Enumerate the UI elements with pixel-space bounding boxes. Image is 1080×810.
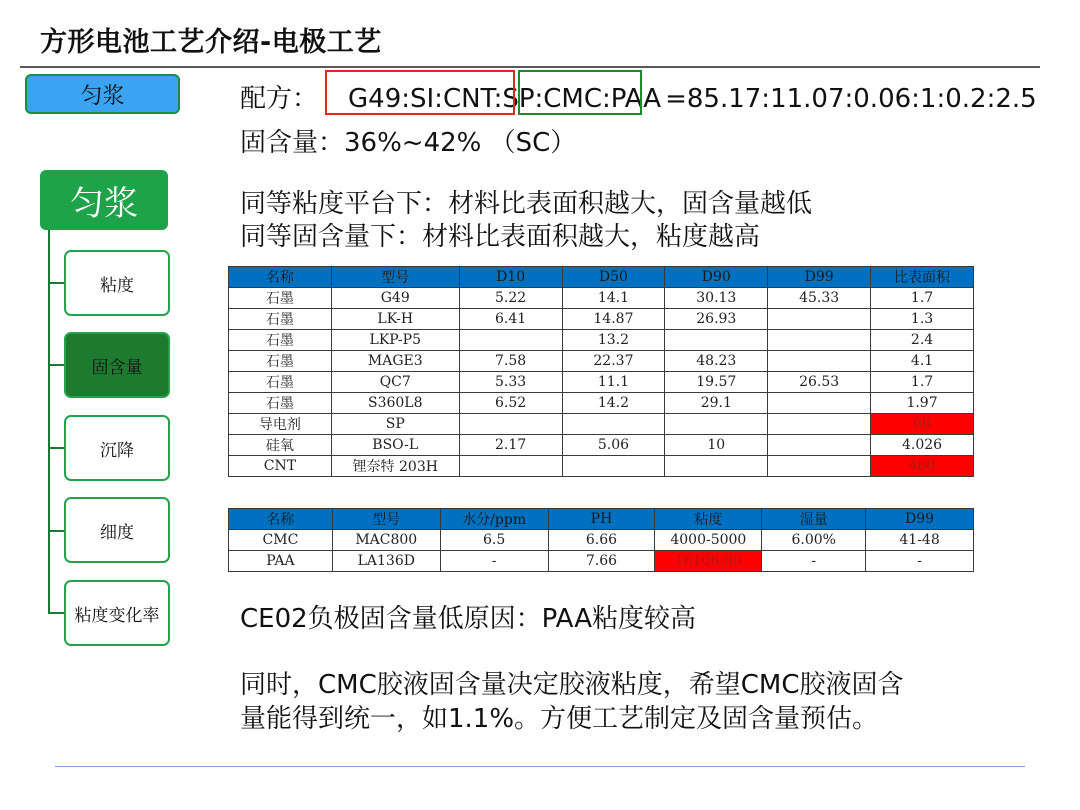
formula-separator: :	[534, 84, 544, 114]
table-cell: 48.23	[665, 351, 768, 372]
binder-table	[228, 508, 974, 572]
table-cell	[459, 414, 562, 435]
table-row	[229, 435, 974, 456]
tree-tick	[48, 612, 64, 614]
table-cell	[768, 309, 871, 330]
table-row	[229, 414, 974, 435]
title-divider	[20, 66, 1040, 68]
table-cell: QC7	[331, 372, 459, 393]
column-header: D99	[768, 267, 871, 288]
node-settling[interactable]	[64, 415, 170, 481]
table-cell: -	[762, 551, 866, 572]
table-cell	[768, 393, 871, 414]
formula-binders: CMC:PAA	[543, 84, 662, 114]
table-cell	[665, 330, 768, 351]
table-cell: 6.66	[548, 530, 655, 551]
table-cell: 5.22	[459, 288, 562, 309]
table-cell: CNT	[229, 456, 332, 477]
column-header: D50	[562, 267, 665, 288]
table-cell: 14.2	[562, 393, 665, 414]
table-header-row	[229, 267, 974, 288]
note-line: 同等粘度平台下：材料比表面积越大，固含量越低	[240, 189, 813, 219]
node-fineness[interactable]	[64, 497, 170, 563]
remark-line: 量能得到统一，如1.1%。方便工艺制定及固含量预估。	[240, 704, 879, 734]
table-cell: 石墨	[229, 351, 332, 372]
column-header: D90	[665, 267, 768, 288]
table-cell: CMC	[229, 530, 333, 551]
formula-active-materials: G49:SI:CNT:SP	[348, 84, 535, 114]
tree-tick	[48, 282, 64, 284]
table-cell: 45.33	[768, 288, 871, 309]
table-cell: 7.66	[548, 551, 655, 572]
table-cell: 4.026	[871, 435, 974, 456]
table-cell: 19.57	[665, 372, 768, 393]
table-cell: 6.41	[459, 309, 562, 330]
table-cell: PAA	[229, 551, 333, 572]
table-cell: 26.93	[665, 309, 768, 330]
table-cell: 1.7	[871, 372, 974, 393]
table-row	[229, 551, 974, 572]
tree-tick	[48, 447, 64, 449]
table-cell: 6.52	[459, 393, 562, 414]
table-cell: 锂奈特 203H	[331, 456, 459, 477]
table-cell: 26.53	[768, 372, 871, 393]
table-cell: 石墨	[229, 372, 332, 393]
table-header-row	[229, 509, 974, 530]
table-cell	[768, 414, 871, 435]
table-cell: 29.1	[665, 393, 768, 414]
table-cell: 13.2	[562, 330, 665, 351]
formula-label: 配方：	[240, 84, 319, 114]
table-cell: 1.7	[871, 288, 974, 309]
node-label: 粘度变化率	[74, 605, 160, 626]
table-row	[229, 530, 974, 551]
column-header: D99	[866, 509, 974, 530]
table-cell: 4000-5000	[655, 530, 762, 551]
material-table	[228, 266, 974, 477]
table-cell	[665, 414, 768, 435]
table-cell: 1.97	[871, 393, 974, 414]
table-cell: 石墨	[229, 330, 332, 351]
tree-tick	[48, 530, 64, 532]
table-cell: 1.3	[871, 309, 974, 330]
column-header: 名称	[229, 267, 332, 288]
table-cell	[768, 330, 871, 351]
column-header: 湿量	[762, 509, 866, 530]
remark-line: 同时，CMC胶液固含量决定胶液粘度，希望CMC胶液固含	[240, 670, 904, 700]
table-row	[229, 309, 974, 330]
node-solid-content[interactable]	[64, 332, 170, 398]
table-cell: 导电剂	[229, 414, 332, 435]
table-cell: 硅氧	[229, 435, 332, 456]
conclusion-line: CE02负极固含量低原因：PAA粘度较高	[240, 604, 696, 634]
table-cell: 14.87	[562, 309, 665, 330]
table-cell: 石墨	[229, 309, 332, 330]
table-row	[229, 330, 974, 351]
column-header: 型号	[332, 509, 440, 530]
node-viscosity-change-rate[interactable]	[64, 580, 170, 646]
table-cell	[459, 330, 562, 351]
footer-divider	[55, 766, 1025, 767]
table-cell: MAGE3	[331, 351, 459, 372]
column-header: 粘度	[655, 509, 762, 530]
column-header: D10	[459, 267, 562, 288]
table-cell: 5.33	[459, 372, 562, 393]
table-row	[229, 372, 974, 393]
table-cell: 5.06	[562, 435, 665, 456]
table-cell: 16106.00	[655, 551, 762, 572]
table-cell	[768, 435, 871, 456]
table-row	[229, 393, 974, 414]
table-cell: 14.1	[562, 288, 665, 309]
table-cell: 6.00%	[762, 530, 866, 551]
table-cell: LA136D	[332, 551, 440, 572]
slurry-tab-label: 匀浆	[80, 83, 125, 109]
table-cell: 4.1	[871, 351, 974, 372]
table-cell: G49	[331, 288, 459, 309]
table-cell: BSO-L	[331, 435, 459, 456]
column-header: PH	[548, 509, 655, 530]
table-cell	[768, 456, 871, 477]
table-cell	[562, 456, 665, 477]
node-label: 固含量	[91, 357, 143, 378]
column-header: 型号	[331, 267, 459, 288]
node-label: 细度	[100, 522, 134, 543]
highlight-box-red	[325, 70, 515, 115]
column-header: 水分/ppm	[440, 509, 548, 530]
table-cell: 7.58	[459, 351, 562, 372]
node-viscosity[interactable]	[64, 250, 170, 316]
table-cell	[562, 414, 665, 435]
table-cell: 460	[871, 456, 974, 477]
table-row	[229, 288, 974, 309]
table-cell: 66	[871, 414, 974, 435]
formula-ratio: =85.17:11.07:0.06:1:0.2:2.5	[665, 84, 1037, 114]
solid-content-line: 固含量：36%~42% （SC）	[240, 128, 577, 158]
table-cell: 10	[665, 435, 768, 456]
column-header: 比表面积	[871, 267, 974, 288]
table-cell: 石墨	[229, 288, 332, 309]
table-cell	[665, 456, 768, 477]
table-cell: SP	[331, 414, 459, 435]
slurry-main-node-label: 匀浆	[70, 183, 138, 224]
table-cell: 石墨	[229, 393, 332, 414]
slurry-main-node[interactable]	[40, 170, 168, 230]
tree-connector	[48, 230, 50, 614]
table-cell: S360L8	[331, 393, 459, 414]
slurry-tab[interactable]	[25, 74, 180, 114]
table-cell: 22.37	[562, 351, 665, 372]
highlight-box-green	[518, 70, 642, 115]
table-row	[229, 351, 974, 372]
note-line: 同等固含量下：材料比表面积越大，粘度越高	[240, 222, 761, 252]
slide-title: 方形电池工艺介绍-电极工艺	[40, 27, 382, 58]
table-cell	[768, 351, 871, 372]
table-cell: 11.1	[562, 372, 665, 393]
table-cell: 6.5	[440, 530, 548, 551]
table-cell: -	[440, 551, 548, 572]
table-cell: 41-48	[866, 530, 974, 551]
table-cell: LKP-P5	[331, 330, 459, 351]
table-cell: 2.4	[871, 330, 974, 351]
table-cell: 2.17	[459, 435, 562, 456]
column-header: 名称	[229, 509, 333, 530]
node-label: 沉降	[100, 440, 134, 461]
tree-tick	[48, 364, 64, 366]
table-cell: MAC800	[332, 530, 440, 551]
node-label: 粘度	[100, 275, 134, 296]
table-cell: LK-H	[331, 309, 459, 330]
table-cell: -	[866, 551, 974, 572]
table-row	[229, 456, 974, 477]
table-cell: 30.13	[665, 288, 768, 309]
table-cell	[459, 456, 562, 477]
